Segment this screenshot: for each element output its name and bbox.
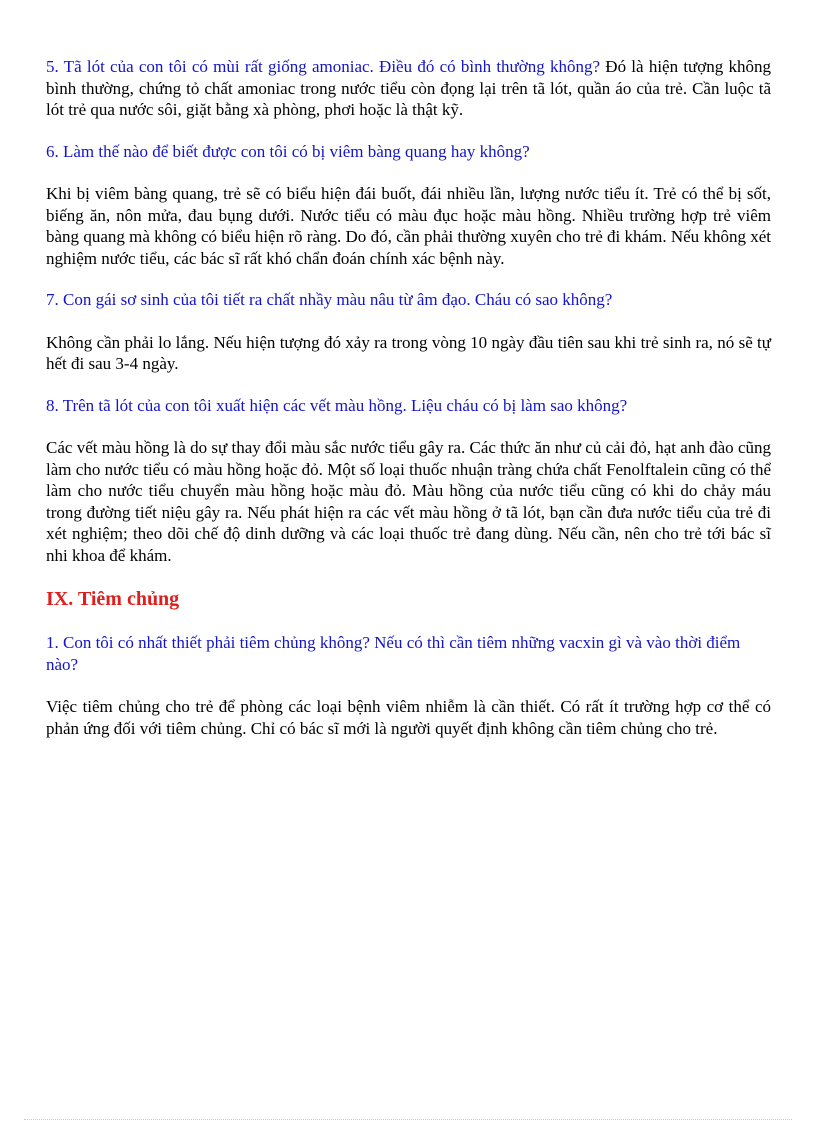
faq-question-5: 5. Tã lót của con tôi có mùi rất giống amoniac. Điều đó có bình thường không? <box>46 57 601 76</box>
page-bottom-divider <box>24 1119 792 1120</box>
faq-answer-7: Không cần phải lo lắng. Nếu hiện tượng đó xảy ra trong vòng 10 ngày đầu tiên sau khi trẻ sinh ra, nó sẽ tự hết đi sau 3-4 ngày. <box>46 332 771 373</box>
section-heading: IX. Tiêm chủng <box>46 588 180 610</box>
faq-answer-8: Các vết màu hồng là do sự thay đổi màu sắc nước tiểu gây ra. Các thức ăn như củ cải đỏ, hạt anh đào cũng làm cho nước tiểu có màu hồng hoặc đỏ. Một số loại thuốc nhuận tràng chứa chất Fenolftalein cũng có thể làm cho nước tiểu chuyển màu hồng hoặc màu đỏ. Màu hồng của nước tiểu cũng có khi do chảy máu trong đường tiết niệu gây ra. Nếu phát hiện ra các vết màu hồng ở tã lót, bạn cần đưa nước tiểu của trẻ đi xét nghiệm; theo dõi chế độ dinh dưỡng và các loại thuốc trẻ đang dùng. Nếu cần, nên cho trẻ tới bác sĩ nhi khoa để khám. <box>46 438 771 565</box>
faq-question-8: 8. Trên tã lót của con tôi xuất hiện các vết màu hồng. Liệu cháu có bị làm sao không? <box>46 395 628 415</box>
faq-question-7: 7. Con gái sơ sinh của tôi tiết ra chất nhầy màu nâu từ âm đạo. Cháu có sao không? <box>46 290 613 309</box>
document-page <box>46 56 771 739</box>
faq-item-5 <box>46 56 771 121</box>
faq-answer-6: Khi bị viêm bàng quang, trẻ sẽ có biểu hiện đái buốt, đái nhiều lần, lượng nước tiểu ít. Trẻ có thể bị sốt, biếng ăn, nôn mửa, đau bụng dưới. Nước tiểu có màu đục hoặc màu hồng. Nhiều trường hợp trẻ viêm bàng quang mà không có biểu hiện rõ ràng. Do đó, cần phải thường xuyên cho trẻ đi khám. Nếu không xét nghiệm nước tiểu, các bác sĩ rất khó chẩn đoán chính xác bệnh này. <box>46 184 771 268</box>
faq-question-9: 1. Con tôi có nhất thiết phải tiêm chủng không? Nếu có thì cần tiêm những vacxin gì và vào thời điểm nào? <box>46 633 741 674</box>
faq-answer-5: Đó là hiện tượng không bình thường, chứng tỏ chất amoniac trong nước tiểu còn đọng lại trên tã lót, quần áo của trẻ. Cần luộc tã lót trẻ qua nước sôi, giặt bằng xà phòng, phơi hoặc là thật kỹ. <box>46 57 771 119</box>
faq-answer-9: Việc tiêm chủng cho trẻ để phòng các loại bệnh viêm nhiễm là cần thiết. Có rất ít trường hợp cơ thể có phản ứng đối với tiêm chủng. Chỉ có bác sĩ mới là người quyết định không cần tiêm chủng cho trẻ. <box>46 697 771 738</box>
faq-question-6: 6. Làm thế nào để biết được con tôi có bị viêm bàng quang hay không? <box>46 141 530 161</box>
